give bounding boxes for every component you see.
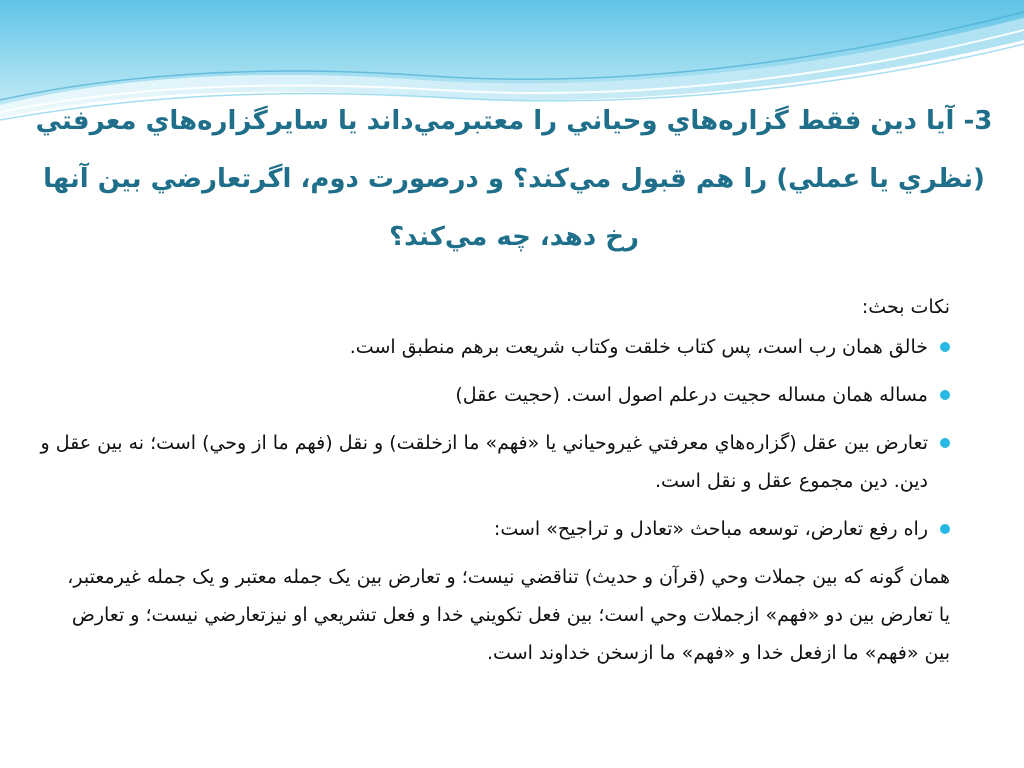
explanation-paragraph: همان گونه كه بين جملات وحي (قرآن و حديث) تناقضي نيست؛ و تعارض بين يک جمله معتبر و يک جمله غيرمعتبر، يا تعارض بين دو «فهم» ازجملات وحي است؛ بين فعل تكويني خدا و فعل تشريعي او نيزتعارضي نيست؛ و تعارض بين «فهم» ما ازفعل خدا و «فهم» ما ازسخن خداوند است. bbox=[67, 566, 950, 664]
bullet-dot-icon bbox=[940, 438, 950, 448]
bullet-list bbox=[40, 328, 950, 548]
bullet-dot-icon bbox=[940, 390, 950, 400]
bullet-item bbox=[40, 510, 950, 548]
bullet-text: خالق همان رب است، پس كتاب خلقت وكتاب شريعت برهم منطبق است. bbox=[349, 336, 928, 358]
bullet-dot-icon bbox=[940, 342, 950, 352]
bullet-text: مساله همان مساله حجيت درعلم اصول است. (حجيت عقل) bbox=[455, 384, 928, 406]
slide-title: 3- آيا دين فقط گزاره‌هاي وحياني را معتبرمي‌داند يا سايرگزاره‌هاي معرفتي (نظري يا عملي) را هم قبول مي‌كند؟ و درصورت دوم، اگرتعارضي بين آنها رخ دهد، چه مي‌كند؟ bbox=[35, 106, 993, 252]
bullet-item bbox=[40, 376, 950, 414]
bullet-item bbox=[40, 424, 950, 500]
section-heading: نكات بحث: bbox=[861, 296, 950, 318]
bullet-text: راه رفع تعارض، توسعه مباحث «تعادل و تراجيح» است: bbox=[493, 518, 928, 540]
bullet-text: تعارض بين عقل (گزاره‌هاي معرفتي غيروحياني يا «فهم» ما ازخلقت) و نقل (فهم ما از وحي) است؛ نه بين عقل و دين. دين مجموع عقل و نقل است. bbox=[40, 432, 928, 492]
bullet-item bbox=[40, 328, 950, 366]
slide-body bbox=[40, 288, 950, 672]
bullet-dot-icon bbox=[940, 524, 950, 534]
